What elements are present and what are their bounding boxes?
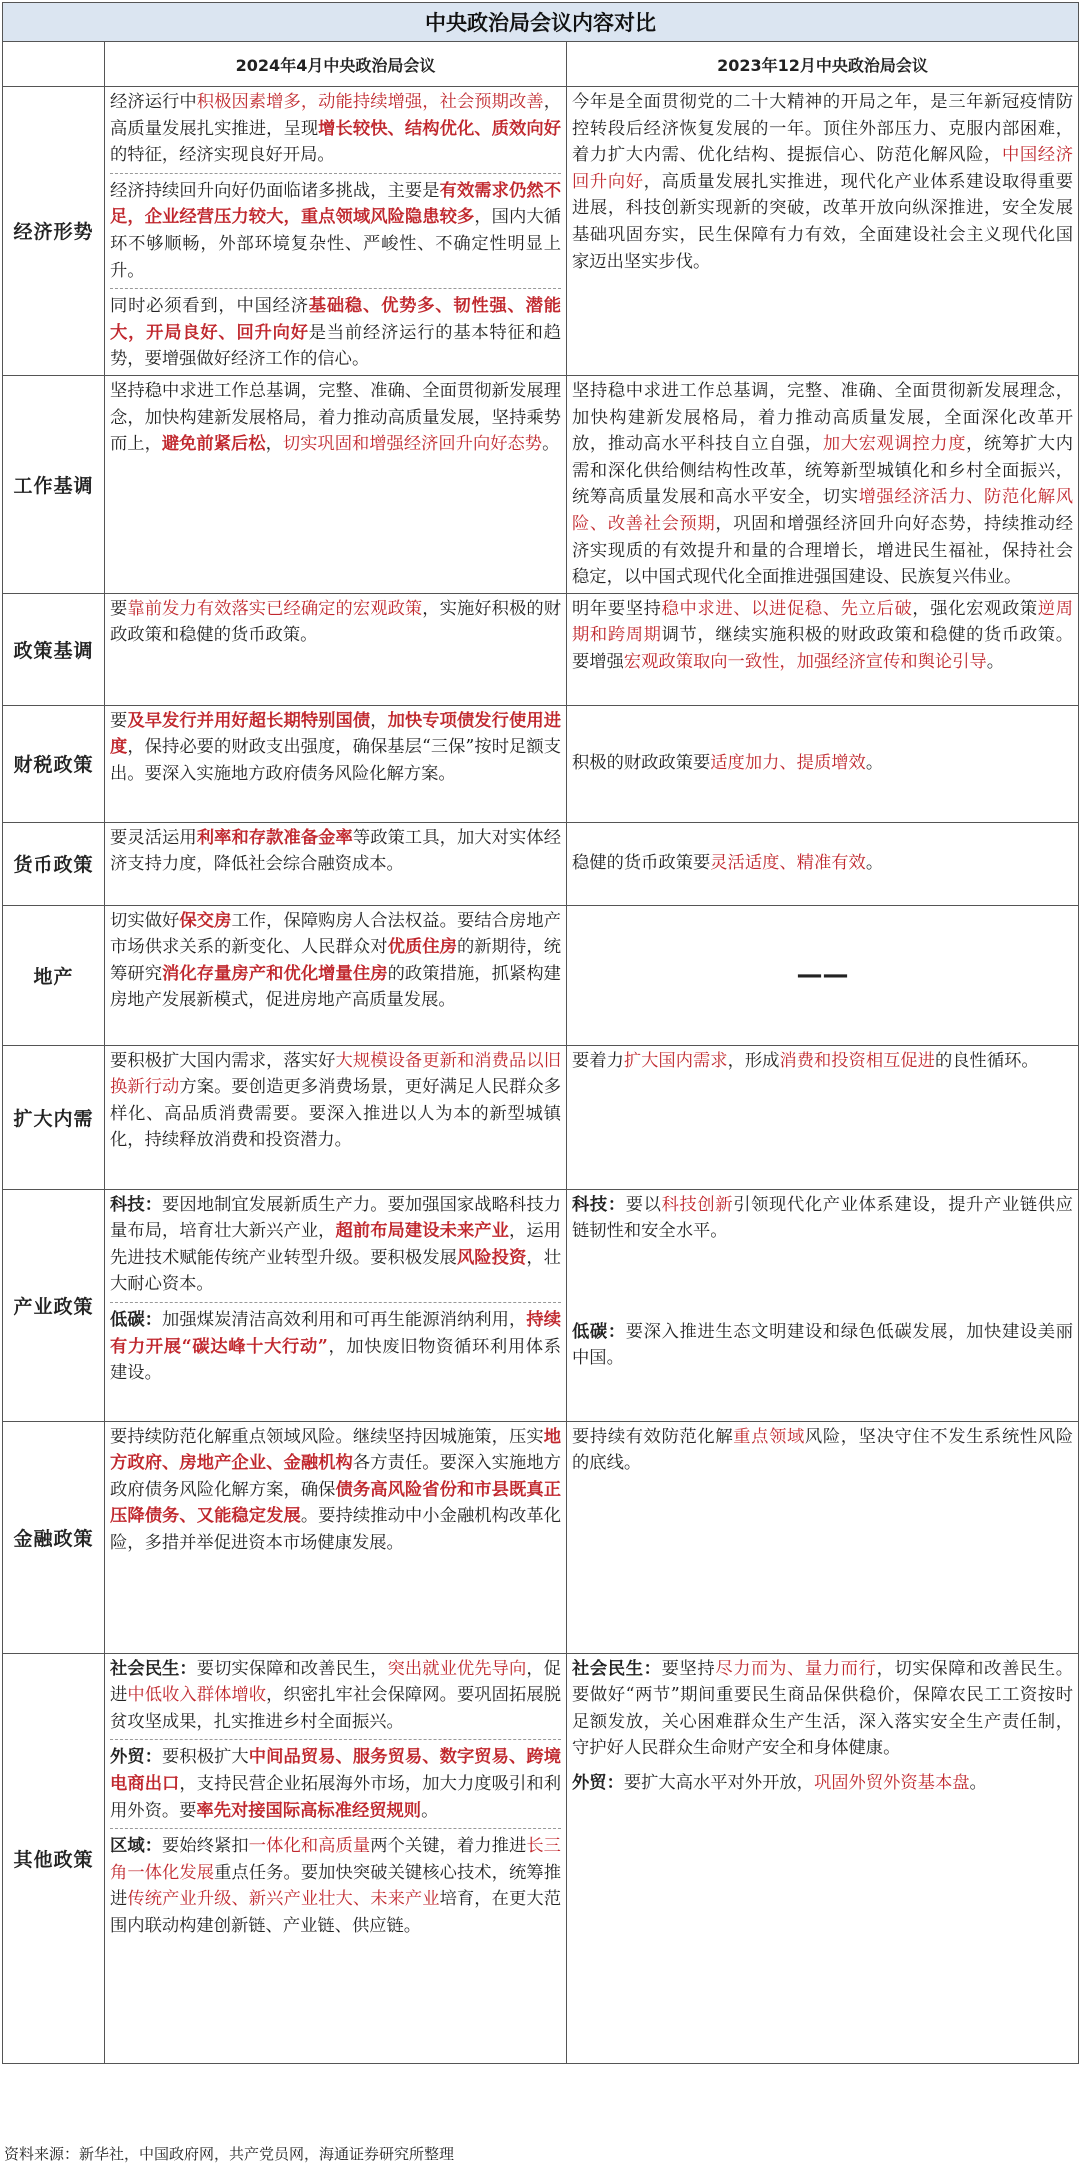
body-text: 加强煤炭清洁高效利用和可再生能源消纳利用， <box>162 1310 527 1331</box>
column-header-apr-2024: 2024年4月中央政治局会议 <box>105 42 567 87</box>
body-text: 调节，继续实施积极的财政政策和稳健的货币政策。要增强 <box>572 625 1073 672</box>
body-text: 要积极扩大 <box>162 1747 249 1768</box>
highlighted-text: 中国经济回升向好 <box>572 145 1073 192</box>
highlighted-text: 风险投资 <box>456 1247 527 1268</box>
cell-dec-2023 <box>567 1189 1079 1421</box>
body-text: ，支持民营企业拓展海外市场，加大力度吸引和利用外资。要 <box>110 1774 561 1821</box>
body-text: 的特征，经济实现良好开局。 <box>110 145 335 166</box>
highlighted-text: 突出就业优先导向 <box>387 1658 527 1679</box>
body-text: 两个关键，着力推进 <box>370 1836 527 1857</box>
body-text: 经济持续回升向好仍面临诸多挑战，主要是 <box>110 180 440 201</box>
dec-2023-paragraph <box>572 89 1073 275</box>
table-row <box>3 905 1079 1045</box>
table-row <box>3 822 1079 905</box>
cell-apr-2024 <box>105 593 567 705</box>
cell-dec-2023 <box>567 1653 1079 2063</box>
cell-dec-2023 <box>567 593 1079 705</box>
highlighted-text: 及早发行并用好超长期特别国债 <box>127 710 371 731</box>
highlighted-text: 重点领域 <box>733 1426 805 1447</box>
dec-2023-paragraph <box>572 1424 1073 1477</box>
body-text: 坚持稳中求进工作总基调，完整、准确、全面贯彻新发展理念，加快构建新发展格局，着力推动高质量发展，全面深化改革开放，推动高水平科技自立自强， <box>572 380 1074 455</box>
body-text: ，统筹扩大内需和深化供给侧结构性改革，统筹新型城镇化和乡村全面振兴，统筹高质量发展和高水平安全，切实 <box>572 434 1074 508</box>
apr-2024-paragraph <box>110 1739 561 1824</box>
highlighted-text: 利率和存款准备金率 <box>196 827 353 848</box>
highlighted-text: 持续有力开展“碳达峰十大行动” <box>110 1310 561 1357</box>
dec-2023-paragraph <box>572 1048 1073 1075</box>
table-row <box>3 87 1079 376</box>
row-category: 工作基调 <box>3 375 105 593</box>
row-category: 财税政策 <box>3 705 105 822</box>
table-row <box>3 593 1079 705</box>
body-text: ，织密扎牢社会保障网。要巩固拓展脱贫攻坚成果，扎实推进乡村全面振兴。 <box>110 1685 561 1732</box>
body-text: 要 <box>110 598 128 619</box>
highlighted-text: 率先对接国际高标准经贸规则 <box>196 1800 422 1821</box>
apr-2024-paragraph <box>110 173 561 284</box>
body-text: 要持续防范化解重点领域风险。继续坚持因城施策，压实 <box>110 1426 544 1447</box>
subheading-label: 外贸： <box>110 1747 163 1768</box>
cell-dec-2023 <box>567 375 1079 593</box>
highlighted-text: 加大宏观调控力度 <box>822 434 967 455</box>
apr-2024-paragraph <box>110 1048 561 1154</box>
dec-2023-paragraph <box>572 850 1073 877</box>
body-text: 。 <box>542 434 560 455</box>
cell-dec-2023 <box>567 87 1079 376</box>
highlighted-text: 基础稳、优势多、韧性强、潜能大，开局良好、回升向好 <box>110 296 561 343</box>
apr-2024-paragraph <box>110 1302 561 1387</box>
subheading-label: 低碳： <box>572 1321 626 1342</box>
highlighted-text: 加快专项债发行使用进度 <box>110 710 561 758</box>
apr-2024-paragraph <box>110 1828 561 1939</box>
highlighted-text: 靠前发力有效落实已经确定的宏观政策 <box>127 598 423 619</box>
body-text: ，国内大循环不够顺畅，外部环境复杂性、严峻性、不确定性明显上升。 <box>110 207 561 281</box>
cell-dec-2023 <box>567 1421 1079 1653</box>
body-text: 要坚持 <box>661 1658 716 1679</box>
highlighted-text: 稳中求进、以进促稳、先立后破 <box>661 598 913 619</box>
apr-2024-paragraph <box>110 288 561 373</box>
body-text: ，巩固和增强经济回升向好态势，持续推动经济实现质的有效提升和量的合理增长，增进民生福祉，保持社会稳定，以中国式现代化全面推进强国建设、民族复兴伟业。 <box>572 513 1074 588</box>
highlighted-text: 传统产业升级、新兴产业壮大、未来产业 <box>127 1889 440 1910</box>
source-note: 资料来源：新华社，中国政府网，共产党员网，海通证券研究所整理 <box>4 2145 455 2163</box>
apr-2024-paragraph <box>110 1656 561 1736</box>
apr-2024-paragraph <box>110 596 561 649</box>
body-text: 要切实保障和改善民生， <box>196 1658 388 1679</box>
comparison-table <box>2 2 1079 2064</box>
body-text: 的良性循环。 <box>934 1050 1039 1071</box>
body-text: 稳健的货币政策要 <box>572 853 711 874</box>
table-row <box>3 1189 1079 1421</box>
cell-apr-2024 <box>105 375 567 593</box>
subheading-label: 社会民生： <box>572 1658 662 1679</box>
body-text: 要深入推进生态文明建设和绿色低碳发展，加快建设美丽中国。 <box>572 1321 1073 1369</box>
body-text: 要因地制宜发展新质生产力。要加强国家战略科技力量布局，培育壮大新兴产业， <box>110 1194 561 1242</box>
apr-2024-paragraph <box>110 89 561 169</box>
row-category: 扩大内需 <box>3 1045 105 1189</box>
body-text: 要以 <box>625 1194 662 1215</box>
body-text: ，实施好积极的财政政策和稳健的货币政策。 <box>110 598 561 646</box>
dec-2023-paragraph <box>572 1656 1073 1762</box>
body-text: 积极的财政政策要 <box>572 753 711 774</box>
body-text: 坚持稳中求进工作总基调，完整、准确、全面贯彻新发展理念，加快构建新发展格局，着力推动高质量发展，坚持乘势而上， <box>110 380 561 455</box>
highlighted-text: 保交房 <box>179 910 232 931</box>
highlighted-text: 增强经济活力、防范化解风险、改善社会预期 <box>572 487 1073 534</box>
highlighted-text: 科技创新 <box>661 1194 734 1215</box>
body-text: 同时必须看到，中国经济 <box>110 296 309 317</box>
body-text: 培育，在更大范围内联动构建创新链、产业链、供应链。 <box>110 1889 561 1937</box>
dec-2023-paragraph <box>572 1192 1073 1245</box>
row-category: 金融政策 <box>3 1421 105 1653</box>
cell-dec-2023 <box>567 705 1079 822</box>
subheading-label: 科技： <box>110 1194 163 1215</box>
table-row <box>3 1421 1079 1653</box>
highlighted-text: 尽力而为、量力而行 <box>715 1658 877 1679</box>
highlighted-text: 有效需求仍然不足，企业经营压力较大，重点领域风险隐患较多 <box>110 180 561 228</box>
dec-2023-paragraph <box>572 750 1073 777</box>
body-text: 要着力 <box>572 1050 624 1071</box>
comparison-sheet <box>2 2 1078 2064</box>
body-text: 今年是全面贯彻党的二十大精神的开局之年，是三年新冠疫情防控转段后经济恢复发展的一年。顶住外部压力、克服内部困难，着力扩大内需、优化结构、提振信心、防范化解风险， <box>572 92 1074 166</box>
body-text: ，壮大耐心资本。 <box>110 1247 561 1295</box>
cell-dec-2023 <box>567 822 1079 905</box>
row-category: 其他政策 <box>3 1653 105 2063</box>
body-text: 是当前经济运行的基本特征和趋势，要增强做好经济工作的信心。 <box>110 322 561 370</box>
dec-2023-paragraph <box>572 1315 1073 1372</box>
body-text: ，运用先进技术赋能传统产业转型升级。要积极发展 <box>110 1221 561 1268</box>
body-text: ，高质量发展扎实推进，现代化产业体系建设取得重要进展，科技创新实现新的突破，改革开放向纵深推进，安全发展基础巩固夯实，民生保障有力有效，全面建设社会主义现代化国家迈出坚实步伐。 <box>572 171 1074 272</box>
subheading-label: 科技： <box>572 1194 626 1215</box>
body-text: 。 <box>986 651 1005 672</box>
highlighted-text: 宏观政策取向一致性，加强经济宣传和舆论引导 <box>623 651 987 672</box>
row-category: 经济形势 <box>3 87 105 376</box>
highlighted-text: 积极因素增多，动能持续增强，社会预期改善 <box>196 92 544 112</box>
cell-apr-2024 <box>105 822 567 905</box>
highlighted-text: 灵活适度、精准有效 <box>710 853 866 874</box>
header-blank <box>3 42 105 87</box>
dec-2023-paragraph <box>572 1766 1073 1797</box>
row-category: 地产 <box>3 905 105 1045</box>
apr-2024-paragraph <box>110 1424 561 1557</box>
body-text: 工作，保障购房人合法权益。要结合房地产市场供求关系的新变化、人民群众对 <box>110 910 561 958</box>
body-text: ，保持必要的财政支出强度，确保基层“三保”按时足额支出。要深入实施地方政府债务风险化解方案。 <box>110 737 561 784</box>
highlighted-text: 避免前紧后松 <box>161 434 266 455</box>
subheading-label: 低碳： <box>110 1310 163 1331</box>
subheading-label: 社会民生： <box>110 1658 197 1679</box>
body-text: 的新期待，统筹研究 <box>110 937 561 984</box>
cell-apr-2024 <box>105 705 567 822</box>
body-text: 各方责任。要深入实施地方政府债务风险化解方案，确保 <box>110 1453 561 1500</box>
highlighted-text: 一体化和高质量 <box>248 1836 371 1857</box>
cell-apr-2024 <box>105 1189 567 1421</box>
cell-apr-2024 <box>105 1653 567 2063</box>
highlighted-text: 逆周期和跨周期 <box>572 598 1073 646</box>
highlighted-text: 巩固外贸外资基本盘 <box>813 1773 970 1794</box>
body-text: 要灵活运用 <box>110 827 197 848</box>
body-text: ，高质量发展扎实推进，呈现 <box>110 92 561 139</box>
highlighted-text: 扩大国内需求 <box>623 1050 728 1071</box>
highlighted-text: 债务高风险省份和市县既真正压降债务、又能稳定发展 <box>110 1479 561 1527</box>
row-category: 政策基调 <box>3 593 105 705</box>
body-text: 切实做好 <box>110 910 180 931</box>
body-text: 的政策措施，抓紧构建房地产发展新模式，促进房地产高质量发展。 <box>110 963 561 1011</box>
cell-apr-2024 <box>105 1421 567 1653</box>
highlighted-text: 消费和投资相互促进 <box>779 1050 935 1071</box>
cell-apr-2024 <box>105 87 567 376</box>
highlighted-text: 适度加力、提质增效 <box>710 753 866 774</box>
body-text: 方案。要创造更多消费场景，更好满足人民群众多样化、高品质消费需要。要深入推进以人为本的新型城镇化，持续释放消费和投资潜力。 <box>110 1077 561 1151</box>
column-header-dec-2023: 2023年12月中央政治局会议 <box>567 42 1079 87</box>
body-text: ，强化宏观政策 <box>912 598 1038 619</box>
apr-2024-paragraph <box>110 378 561 458</box>
table-row <box>3 705 1079 822</box>
table-row <box>3 375 1079 593</box>
body-text: 。 <box>865 853 884 874</box>
highlighted-text: 超前布局建设未来产业 <box>335 1221 509 1242</box>
highlighted-text: 优质住房 <box>387 937 457 958</box>
highlighted-text: 中间品贸易、服务贸易、数字贸易、跨境电商出口 <box>110 1747 561 1795</box>
highlighted-text: 大规模设备更新和消费品以旧换新行动 <box>110 1050 561 1098</box>
body-text: ， <box>265 434 283 455</box>
cell-dec-2023 <box>567 1045 1079 1189</box>
body-text: 要持续有效防范化解 <box>572 1426 734 1447</box>
highlighted-text: 消化存量房产和优化增量住房 <box>162 963 388 984</box>
body-text: 引领现代化产业体系建设，提升产业链供应链韧性和安全水平。 <box>572 1194 1073 1242</box>
highlighted-text: 增长较快、结构优化、质效向好 <box>318 118 561 139</box>
table-row <box>3 1653 1079 2063</box>
highlighted-text: 切实巩固和增强经济回升向好态势 <box>282 434 543 455</box>
body-text: 。 <box>969 1773 987 1794</box>
apr-2024-paragraph <box>110 708 561 788</box>
highlighted-text: 中低收入群体增收 <box>127 1685 267 1706</box>
apr-2024-paragraph <box>110 908 561 1014</box>
apr-2024-paragraph <box>110 1192 561 1298</box>
body-text: 。 <box>865 753 884 774</box>
body-text: 要始终紧扣 <box>162 1836 249 1857</box>
body-text: 要扩大高水平对外开放， <box>623 1773 814 1794</box>
cell-apr-2024 <box>105 1045 567 1189</box>
table-row <box>3 1045 1079 1189</box>
body-text: 要 <box>110 710 128 731</box>
row-category: 货币政策 <box>3 822 105 905</box>
body-text: ，形成 <box>727 1050 780 1071</box>
highlighted-text: 地方政府、房地产企业、金融机构 <box>110 1426 561 1474</box>
table-title: 中央政治局会议内容对比 <box>3 3 1079 42</box>
body-text: 明年要坚持 <box>572 598 662 619</box>
body-text: ，加快废旧物资循环利用体系建设。 <box>110 1336 561 1384</box>
body-text: ，切实保障和改善民生。要做好“两节”期间重要民生商品保供稳价，保障农民工工资按时足额发放，关心困难群众生产生活，深入落实安全生产责任制，守护好人民群众生命财产安全和身体健康。 <box>572 1658 1074 1759</box>
dec-2023-paragraph <box>572 378 1073 591</box>
body-text: ，促进 <box>110 1658 561 1706</box>
body-text: 要积极扩大国内需求，落实好 <box>110 1050 336 1071</box>
cell-apr-2024 <box>105 905 567 1045</box>
body-text: 等政策工具，加大对实体经济支持力度，降低社会综合融资成本。 <box>110 827 561 875</box>
body-text: 。要持续推动中小金融机构改革化险，多措并举促进资本市场健康发展。 <box>110 1506 561 1554</box>
body-text: 重点任务。要加快突破关键核心技术，统筹推进 <box>110 1862 561 1910</box>
subheading-label: 区域： <box>110 1836 163 1857</box>
body-text: ， <box>370 710 388 731</box>
highlighted-text: 长三角一体化发展 <box>110 1836 561 1883</box>
row-category: 产业政策 <box>3 1189 105 1421</box>
body-text: 经济运行中 <box>110 92 197 112</box>
dec-2023-paragraph <box>572 596 1073 676</box>
apr-2024-paragraph <box>110 825 561 878</box>
body-text: 。 <box>421 1800 439 1821</box>
body-text: 风险，坚决守住不发生系统性风险的底线。 <box>572 1426 1073 1474</box>
subheading-label: 外贸： <box>572 1773 624 1794</box>
cell-dec-2023: —— <box>567 905 1079 1045</box>
